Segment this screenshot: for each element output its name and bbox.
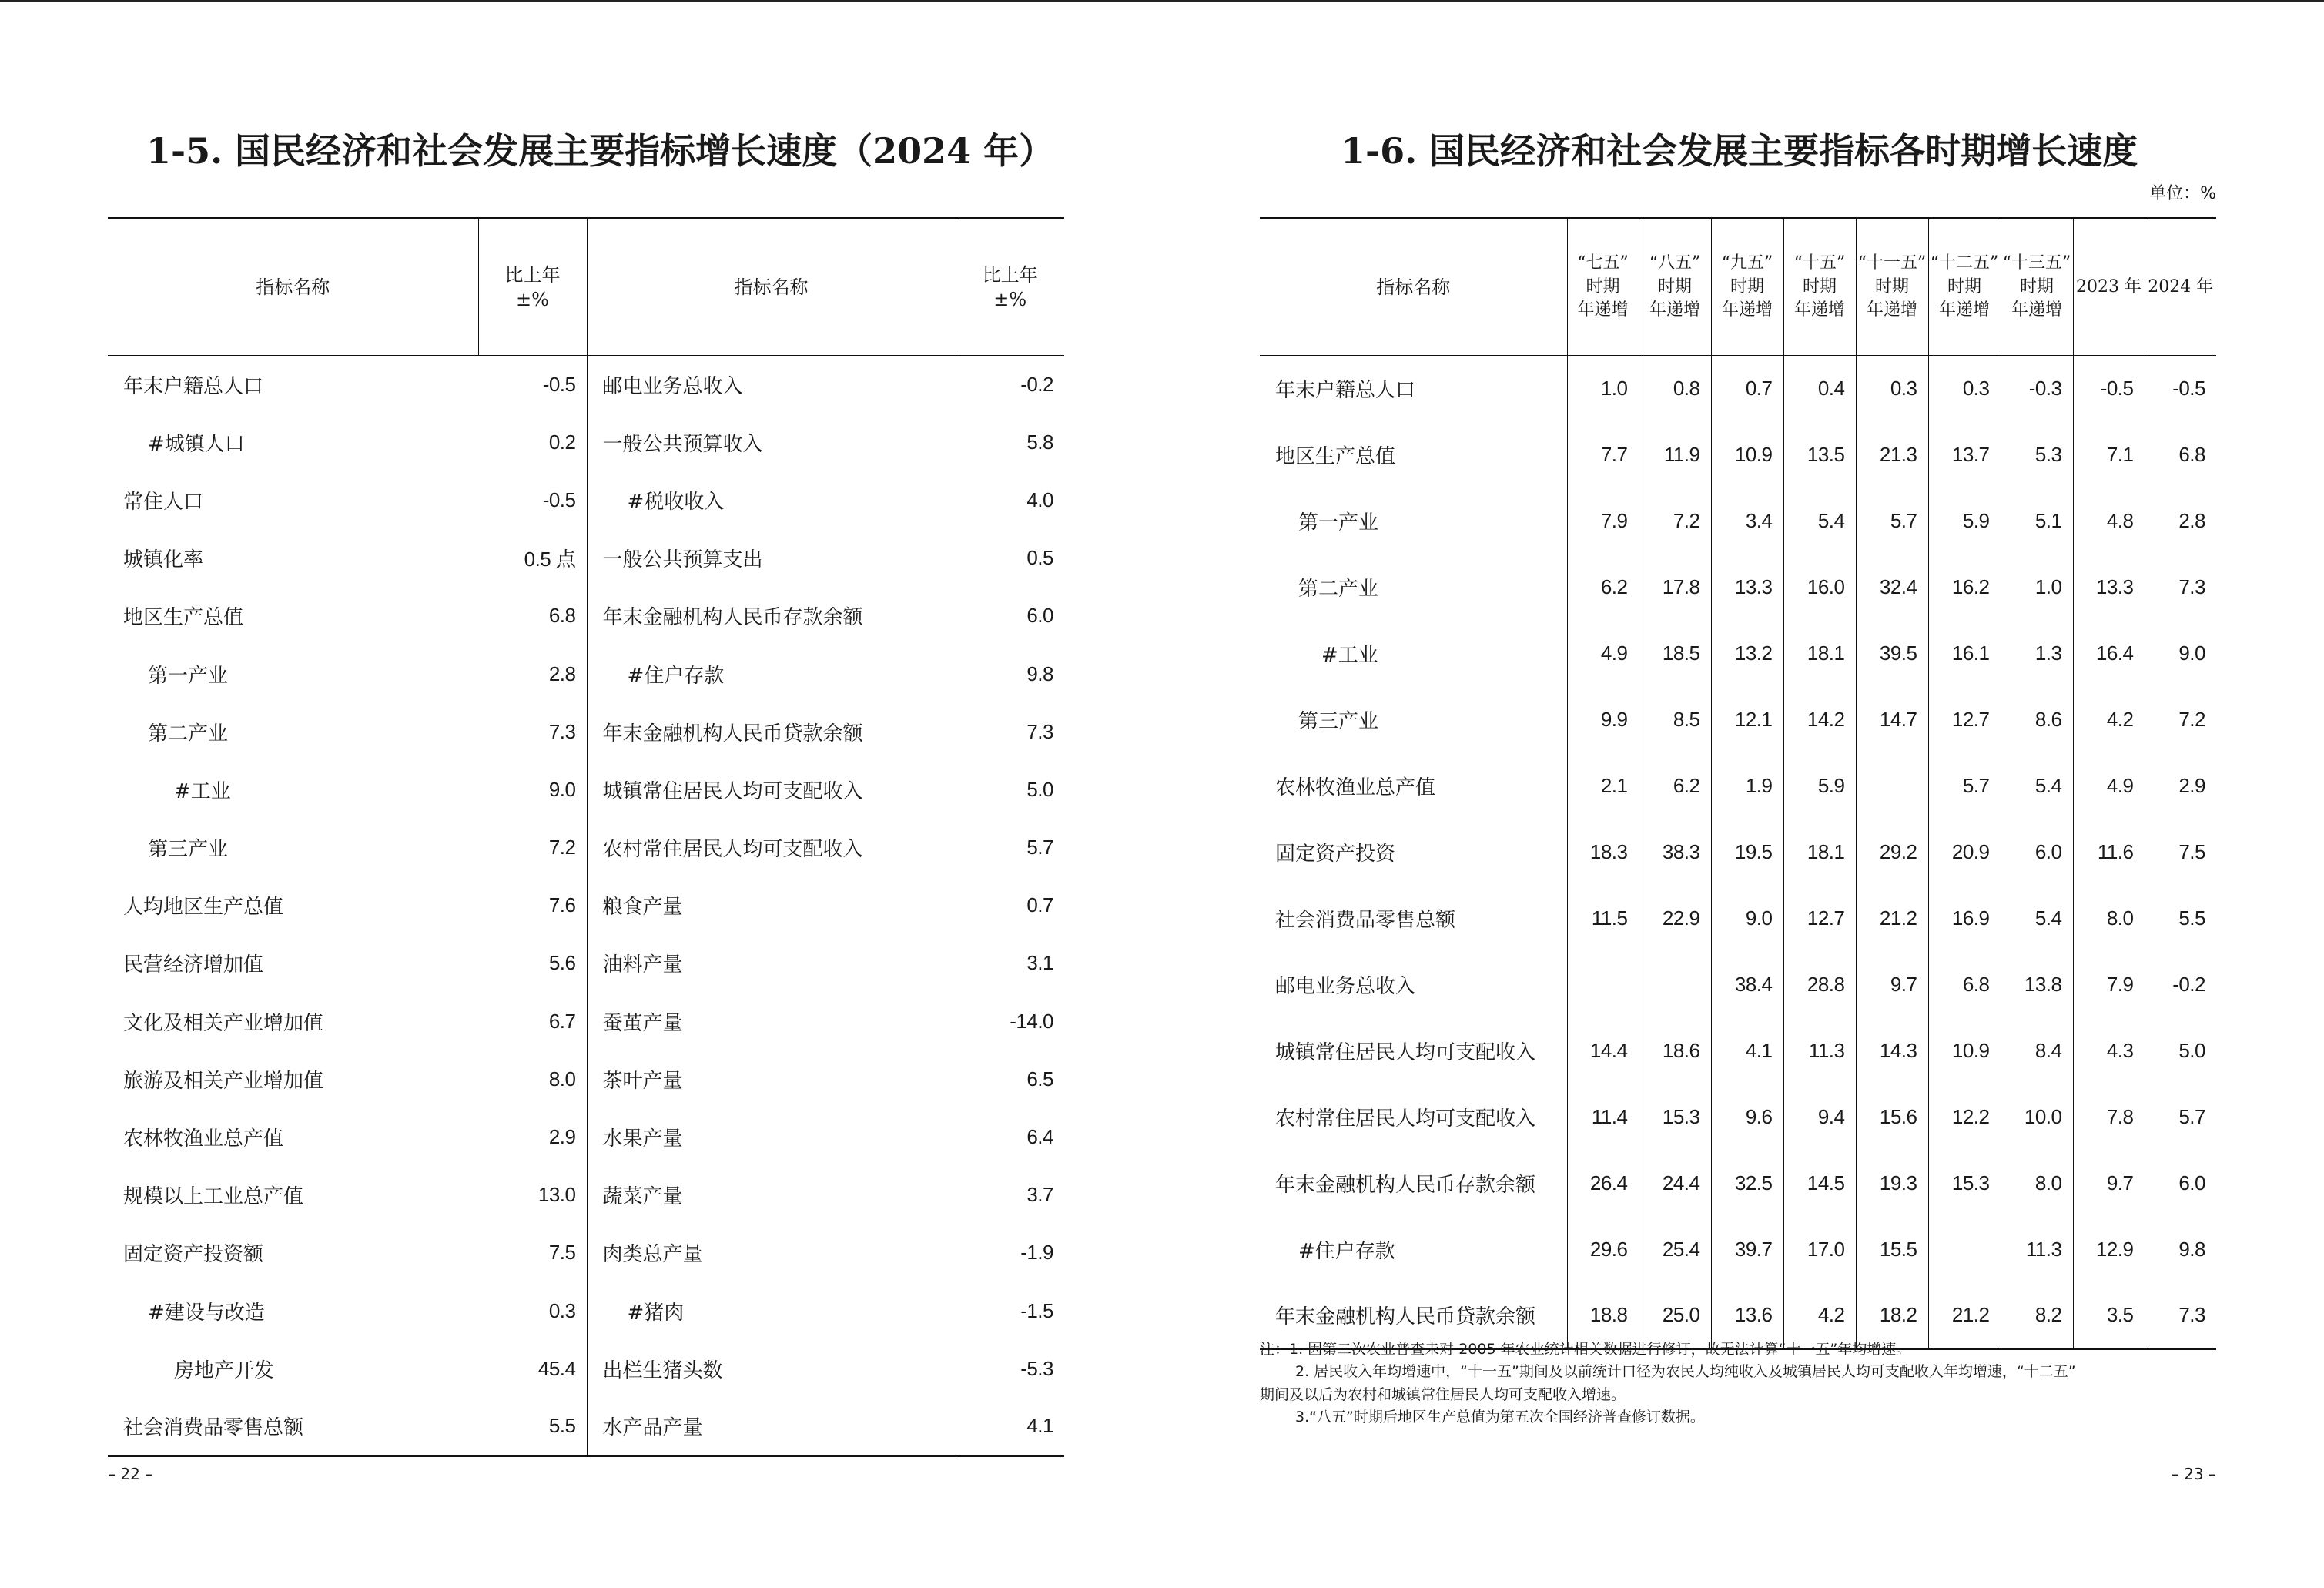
indicator-value: 8.0 [2001, 1151, 2073, 1217]
indicator-value: 8.2 [2001, 1283, 2073, 1349]
indicator-value: 1.9 [1711, 753, 1783, 819]
indicator-value: 19.5 [1711, 819, 1783, 886]
indicator-name: 第三产业 [148, 838, 229, 862]
header-yoy-change: 比上年 ±% [956, 219, 1064, 356]
indicator-name: 农村常住居民人均可支配收入 [1275, 1107, 1536, 1131]
indicator-value: 11.9 [1639, 422, 1711, 488]
indicator-value: 13.0 [537, 1183, 576, 1207]
indicator-value: 13.7 [1928, 422, 2001, 488]
indicator-value: -0.5 [542, 487, 576, 511]
indicator-value: 5.5 [2145, 886, 2216, 952]
table-header-row [108, 219, 1064, 356]
indicator-value: 5.0 [2145, 1018, 2216, 1084]
indicator-value: 26.4 [1567, 1151, 1639, 1217]
indicator-value: 11.3 [2001, 1217, 2073, 1283]
indicator-value: 20.9 [1928, 819, 2001, 886]
indicator-value: 6.2 [1639, 753, 1711, 819]
indicator-value: 14.5 [1783, 1151, 1856, 1217]
indicator-name: 第二产业 [1298, 578, 1379, 601]
indicator-value: 7.7 [1567, 422, 1639, 488]
indicator-value: 2.8 [2145, 488, 2216, 554]
indicator-value: 13.6 [1711, 1283, 1783, 1349]
table-row [1260, 1018, 2216, 1084]
table-row [108, 1050, 1064, 1108]
indicator-value: 1.3 [2001, 621, 2073, 687]
indicator-value: 45.4 [537, 1356, 576, 1380]
indicator-value: 16.4 [2073, 621, 2145, 687]
indicator-value: 0.7 [956, 876, 1064, 934]
indicator-name: 地区生产总值 [1275, 445, 1396, 468]
note-line: 注：1. 因第二次农业普查未对 2005 年农业统计相关数据进行修订，故无法计算“十一五”年均增速。 [1260, 1341, 1911, 1358]
indicator-value: 5.8 [956, 414, 1064, 471]
table-row [108, 703, 1064, 761]
indicator-value: 7.5 [548, 1241, 576, 1265]
indicator-value [1567, 952, 1639, 1018]
indicator-value: -1.9 [956, 1224, 1064, 1281]
indicator-value: 5.3 [2001, 422, 2073, 488]
indicator-name: 固定资产投资 [1275, 843, 1396, 866]
indicator-value: 0.2 [548, 430, 576, 454]
indicator-value: 7.3 [2145, 1283, 2216, 1349]
indicator-value: 32.4 [1856, 554, 1928, 621]
indicator-value: 13.2 [1711, 621, 1783, 687]
indicator-name: 年末户籍总人口 [123, 374, 264, 398]
table-row [1260, 1151, 2216, 1217]
indicator-value: 7.3 [956, 703, 1064, 761]
table-row [1260, 952, 2216, 1018]
indicator-value: 25.4 [1639, 1217, 1711, 1283]
left-page [108, 0, 1064, 1588]
indicator-name: 蔬菜产量 [587, 1166, 956, 1224]
indicator-value: 5.4 [2001, 753, 2073, 819]
indicator-name: 水果产量 [587, 1108, 956, 1166]
indicator-name: 年末金融机构人民币存款余额 [1275, 1174, 1536, 1197]
indicator-value: 13.3 [1711, 554, 1783, 621]
indicator-value: 29.6 [1567, 1217, 1639, 1283]
indicator-value: 4.2 [1783, 1283, 1856, 1349]
table-notes [1260, 1338, 2216, 1429]
indicator-value: 14.7 [1856, 687, 1928, 753]
indicator-value: 9.0 [548, 777, 576, 801]
indicator-name: 年末金融机构人民币贷款余额 [1275, 1305, 1536, 1329]
indicator-value: 5.4 [2001, 886, 2073, 952]
indicator-value: 4.2 [2073, 687, 2145, 753]
indicator-value: 1.0 [1567, 356, 1639, 422]
table-row [1260, 422, 2216, 488]
indicator-name: 农林牧渔业总产值 [1275, 776, 1436, 799]
indicator-name: 人均地区生产总值 [123, 896, 284, 920]
indicator-value: 5.5 [548, 1414, 576, 1438]
indicator-value: 5.1 [2001, 488, 2073, 554]
indicator-value: 8.0 [548, 1067, 576, 1090]
indicator-value: 8.5 [1639, 687, 1711, 753]
indicator-name: 第一产业 [1298, 511, 1379, 534]
indicator-name: #城镇人口 [148, 432, 245, 456]
indicator-value: 10.9 [1711, 422, 1783, 488]
indicator-value: 6.0 [956, 587, 1064, 645]
indicator-value: 6.5 [956, 1050, 1064, 1108]
indicator-value: 18.1 [1783, 621, 1856, 687]
indicator-value: 1.0 [2001, 554, 2073, 621]
header-indicator-name: 指标名称 [108, 219, 478, 356]
indicator-value: 4.9 [1567, 621, 1639, 687]
indicator-value: 18.8 [1567, 1283, 1639, 1349]
indicator-name: 旅游及相关产业增加值 [123, 1069, 324, 1093]
table-row [108, 529, 1064, 587]
indicator-value: 15.5 [1856, 1217, 1928, 1283]
header-period-8th: “八五” 时期 年递增 [1639, 219, 1711, 356]
indicator-value: 3.4 [1711, 488, 1783, 554]
header-indicator-name: 指标名称 [1260, 219, 1567, 356]
indicator-value: 14.2 [1783, 687, 1856, 753]
indicator-value: 5.9 [1928, 488, 2001, 554]
indicator-name: 文化及相关产业增加值 [123, 1011, 324, 1035]
indicator-name: 邮电业务总收入 [1275, 975, 1416, 998]
indicator-value: 14.4 [1567, 1018, 1639, 1084]
indicator-name: 油料产量 [587, 934, 956, 992]
indicator-value: 17.0 [1783, 1217, 1856, 1283]
indicator-value: 5.9 [1783, 753, 1856, 819]
indicator-name: #住户存款 [587, 645, 956, 702]
indicator-value: 7.9 [2073, 952, 2145, 1018]
indicator-value: 11.3 [1783, 1018, 1856, 1084]
table-row [1260, 687, 2216, 753]
indicator-name: #建设与改造 [148, 1301, 265, 1325]
indicator-value: 17.8 [1639, 554, 1711, 621]
header-indicator-name: 指标名称 [587, 219, 956, 356]
table-row [108, 471, 1064, 529]
indicator-value: 9.4 [1783, 1084, 1856, 1151]
indicator-value: 28.8 [1783, 952, 1856, 1018]
header-yoy-change: 比上年 ±% [478, 219, 587, 356]
indicator-value: -0.2 [2145, 952, 2216, 1018]
indicator-value: -5.3 [956, 1340, 1064, 1398]
indicator-value: 0.5 点 [524, 548, 576, 571]
indicator-value: 6.8 [548, 604, 576, 628]
table-row [1260, 621, 2216, 687]
indicator-value: -0.5 [2073, 356, 2145, 422]
indicator-value: 8.6 [2001, 687, 2073, 753]
indicator-name: #猪肉 [587, 1282, 956, 1340]
indicator-value: 9.6 [1711, 1084, 1783, 1151]
indicator-value: 11.6 [2073, 819, 2145, 886]
indicator-name: 一般公共预算收入 [587, 414, 956, 471]
indicator-value: 21.2 [1856, 886, 1928, 952]
indicator-value: 11.5 [1567, 886, 1639, 952]
header-year-2023: 2023 年 [2073, 219, 2145, 356]
indicator-value: 7.2 [548, 836, 576, 859]
indicator-value: 39.7 [1711, 1217, 1783, 1283]
indicator-value: 22.9 [1639, 886, 1711, 952]
indicator-value: 38.3 [1639, 819, 1711, 886]
indicator-name: 地区生产总值 [123, 606, 244, 630]
indicator-value: 4.1 [1711, 1018, 1783, 1084]
indicator-value: 13.5 [1783, 422, 1856, 488]
table-row [108, 934, 1064, 992]
indicator-value: 4.8 [2073, 488, 2145, 554]
table-row [108, 1166, 1064, 1224]
indicator-value: 12.1 [1711, 687, 1783, 753]
indicator-name: 茶叶产量 [587, 1050, 956, 1108]
indicator-value: 12.7 [1783, 886, 1856, 952]
indicator-value: 9.8 [2145, 1217, 2216, 1283]
indicator-value: 9.7 [1856, 952, 1928, 1018]
indicator-value: 12.7 [1928, 687, 2001, 753]
right-table-title: 1-6. 国民经济和社会发展主要指标各时期增长速度 [1341, 130, 2138, 172]
header-period-10th: “十五” 时期 年递增 [1783, 219, 1856, 356]
indicator-name: 第一产业 [148, 664, 229, 688]
table-row [108, 993, 1064, 1050]
indicator-value: 8.4 [2001, 1018, 2073, 1084]
indicator-value: 5.6 [548, 951, 576, 975]
indicator-name: 一般公共预算支出 [587, 529, 956, 587]
indicator-value: 15.3 [1639, 1084, 1711, 1151]
indicator-value: 7.6 [548, 893, 576, 917]
indicator-value: 12.9 [2073, 1217, 2145, 1283]
indicator-value: -0.5 [2145, 356, 2216, 422]
header-period-13th: “十三五” 时期 年递增 [2001, 219, 2073, 356]
indicator-value: 18.2 [1856, 1283, 1928, 1349]
indicator-value: 4.3 [2073, 1018, 2145, 1084]
indicator-name: 城镇常住居民人均可支配收入 [1275, 1041, 1536, 1064]
indicator-value: 16.2 [1928, 554, 2001, 621]
table-row [108, 1224, 1064, 1281]
indicator-value [1639, 952, 1711, 1018]
indicator-value: 0.3 [1928, 356, 2001, 422]
indicator-value: 13.3 [2073, 554, 2145, 621]
indicator-name: 社会消费品零售总额 [1275, 909, 1456, 932]
table-row [108, 876, 1064, 934]
indicator-value: 7.8 [2073, 1084, 2145, 1151]
indicator-value: 2.9 [2145, 753, 2216, 819]
table-row [1260, 554, 2216, 621]
indicator-value: 0.7 [1711, 356, 1783, 422]
table-row [108, 414, 1064, 471]
indicator-value: 39.5 [1856, 621, 1928, 687]
indicator-value: 6.4 [956, 1108, 1064, 1166]
indicator-value: 4.0 [956, 471, 1064, 529]
table-row [1260, 488, 2216, 554]
indicator-value: 16.9 [1928, 886, 2001, 952]
indicator-value: 6.2 [1567, 554, 1639, 621]
indicator-value: 21.3 [1856, 422, 1928, 488]
table-row [108, 1340, 1064, 1398]
indicator-name: 邮电业务总收入 [587, 356, 956, 414]
indicator-value: 25.0 [1639, 1283, 1711, 1349]
table-row [1260, 1084, 2216, 1151]
indicator-value: -0.3 [2001, 356, 2073, 422]
indicator-name: 粮食产量 [587, 876, 956, 934]
indicator-value: 10.9 [1928, 1018, 2001, 1084]
indicator-value: 3.7 [956, 1166, 1064, 1224]
indicator-value: 13.8 [2001, 952, 2073, 1018]
indicator-value: 3.5 [2073, 1283, 2145, 1349]
indicator-value: 18.1 [1783, 819, 1856, 886]
indicator-value: 29.2 [1856, 819, 1928, 886]
indicator-name: 城镇常住居民人均可支配收入 [587, 761, 956, 819]
indicator-name: 肉类总产量 [587, 1224, 956, 1281]
table-row [108, 587, 1064, 645]
indicator-name: 农林牧渔业总产值 [123, 1127, 284, 1151]
indicator-name: #工业 [1321, 644, 1378, 667]
indicator-value: 6.0 [2001, 819, 2073, 886]
indicator-value: -14.0 [956, 993, 1064, 1050]
table-row [108, 761, 1064, 819]
indicator-value: 5.4 [1783, 488, 1856, 554]
indicator-value: 7.5 [2145, 819, 2216, 886]
page-number: – 22 – [108, 1465, 153, 1483]
indicator-value: 9.7 [2073, 1151, 2145, 1217]
indicator-value: -0.2 [956, 356, 1064, 414]
indicator-name: 固定资产投资额 [123, 1243, 264, 1267]
indicator-name: 房地产开发 [174, 1359, 275, 1382]
indicator-name: 社会消费品零售总额 [123, 1416, 304, 1440]
indicator-value: 4.9 [2073, 753, 2145, 819]
indicator-value: 7.3 [2145, 554, 2216, 621]
indicator-name: 第二产业 [148, 722, 229, 745]
indicator-value: 7.2 [1639, 488, 1711, 554]
indicator-value: 7.9 [1567, 488, 1639, 554]
indicator-value: 5.7 [1928, 753, 2001, 819]
indicator-value: 7.2 [2145, 687, 2216, 753]
indicator-value: 21.2 [1928, 1283, 2001, 1349]
indicator-name: #工业 [174, 779, 231, 803]
indicator-value: 4.1 [956, 1398, 1064, 1456]
indicator-value: 0.8 [1639, 356, 1711, 422]
indicator-value: -0.5 [542, 372, 576, 396]
indicator-name: #税收收入 [587, 471, 956, 529]
indicator-value: 5.7 [956, 819, 1064, 876]
indicator-value: 10.0 [2001, 1084, 2073, 1151]
indicator-value: 2.8 [548, 662, 576, 685]
indicator-value: 16.1 [1928, 621, 2001, 687]
indicator-value: 9.9 [1567, 687, 1639, 753]
indicator-value: 38.4 [1711, 952, 1783, 1018]
indicator-name: 民营经济增加值 [123, 953, 264, 977]
indicator-value: 6.8 [2145, 422, 2216, 488]
indicator-value: 15.6 [1856, 1084, 1928, 1151]
header-year-2024: 2024 年 [2145, 219, 2216, 356]
indicator-value: 15.3 [1928, 1151, 2001, 1217]
table-row [108, 645, 1064, 702]
indicator-value: -1.5 [956, 1282, 1064, 1340]
note-line: 3.“八五”时期后地区生产总值为第五次全国经济普查修订数据。 [1295, 1409, 1705, 1426]
indicator-value: 5.0 [956, 761, 1064, 819]
left-table-title: 1-5. 国民经济和社会发展主要指标增长速度（2024 年） [146, 130, 1055, 172]
indicator-value: 12.2 [1928, 1084, 2001, 1151]
indicator-value: 11.4 [1567, 1084, 1639, 1151]
note-line: 2. 居民收入年均增速中，“十一五”期间及以前统计口径为农民人均纯收入及城镇居民人均可支配收入年均增速，“十二五” [1295, 1363, 2076, 1381]
indicator-name: 常住人口 [123, 490, 204, 514]
page-number: – 23 – [2171, 1465, 2216, 1483]
table-row [108, 1108, 1064, 1166]
table-row [108, 356, 1064, 414]
indicator-value [1856, 753, 1928, 819]
indicator-value: 3.1 [956, 934, 1064, 992]
table-row [1260, 819, 2216, 886]
indicator-value: 8.0 [2073, 886, 2145, 952]
indicator-value: 6.7 [548, 1009, 576, 1033]
indicator-value: 18.3 [1567, 819, 1639, 886]
indicator-value: 7.1 [2073, 422, 2145, 488]
table-row [108, 1398, 1064, 1456]
indicator-value: 19.3 [1856, 1151, 1928, 1217]
header-period-11th: “十一五” 时期 年递增 [1856, 219, 1928, 356]
indicator-value [1928, 1217, 2001, 1283]
indicator-value: 32.5 [1711, 1151, 1783, 1217]
table-header-row [1260, 219, 2216, 356]
period-growth-table [1260, 217, 2216, 1350]
indicator-growth-table-2024 [108, 217, 1064, 1457]
indicator-value: 5.7 [2145, 1084, 2216, 1151]
header-period-9th: “九五” 时期 年递增 [1711, 219, 1783, 356]
indicator-value: 6.0 [2145, 1151, 2216, 1217]
indicator-name: 规模以上工业总产值 [123, 1185, 304, 1209]
indicator-value: 14.3 [1856, 1018, 1928, 1084]
indicator-name: 城镇化率 [123, 548, 204, 572]
table-row [108, 1282, 1064, 1340]
indicator-value: 2.9 [548, 1125, 576, 1149]
right-page [1260, 0, 2216, 1588]
indicator-value: 9.0 [2145, 621, 2216, 687]
indicator-value: 24.4 [1639, 1151, 1711, 1217]
unit-label: 单位：% [2149, 184, 2216, 203]
indicator-name: 年末金融机构人民币存款余额 [587, 587, 956, 645]
indicator-name: 第三产业 [1298, 710, 1379, 733]
table-row [108, 819, 1064, 876]
indicator-value: 18.6 [1639, 1018, 1711, 1084]
indicator-value: 9.0 [1711, 886, 1783, 952]
indicator-value: 5.7 [1856, 488, 1928, 554]
table-row [1260, 886, 2216, 952]
table-row [1260, 1217, 2216, 1283]
indicator-value: 0.3 [548, 1298, 576, 1322]
header-period-12th: “十二五” 时期 年递增 [1928, 219, 2001, 356]
note-line: 期间及以后为农村和城镇常住居民人均可支配收入增速。 [1260, 1385, 1626, 1403]
indicator-name: #住户存款 [1298, 1240, 1395, 1263]
indicator-value: 18.5 [1639, 621, 1711, 687]
table-row [1260, 356, 2216, 422]
indicator-value: 16.0 [1783, 554, 1856, 621]
indicator-value: 0.3 [1856, 356, 1928, 422]
indicator-name: 出栏生猪头数 [587, 1340, 956, 1398]
indicator-name: 农村常住居民人均可支配收入 [587, 819, 956, 876]
indicator-value: 0.4 [1783, 356, 1856, 422]
table-row [1260, 753, 2216, 819]
indicator-value: 0.5 [956, 529, 1064, 587]
indicator-name: 年末金融机构人民币贷款余额 [587, 703, 956, 761]
indicator-name: 蚕茧产量 [587, 993, 956, 1050]
indicator-value: 9.8 [956, 645, 1064, 702]
indicator-value: 6.8 [1928, 952, 2001, 1018]
header-period-7th: “七五” 时期 年递增 [1567, 219, 1639, 356]
indicator-name: 年末户籍总人口 [1275, 379, 1416, 403]
indicator-value: 2.1 [1567, 753, 1639, 819]
indicator-value: 7.3 [548, 719, 576, 743]
indicator-name: 水产品产量 [587, 1398, 956, 1456]
